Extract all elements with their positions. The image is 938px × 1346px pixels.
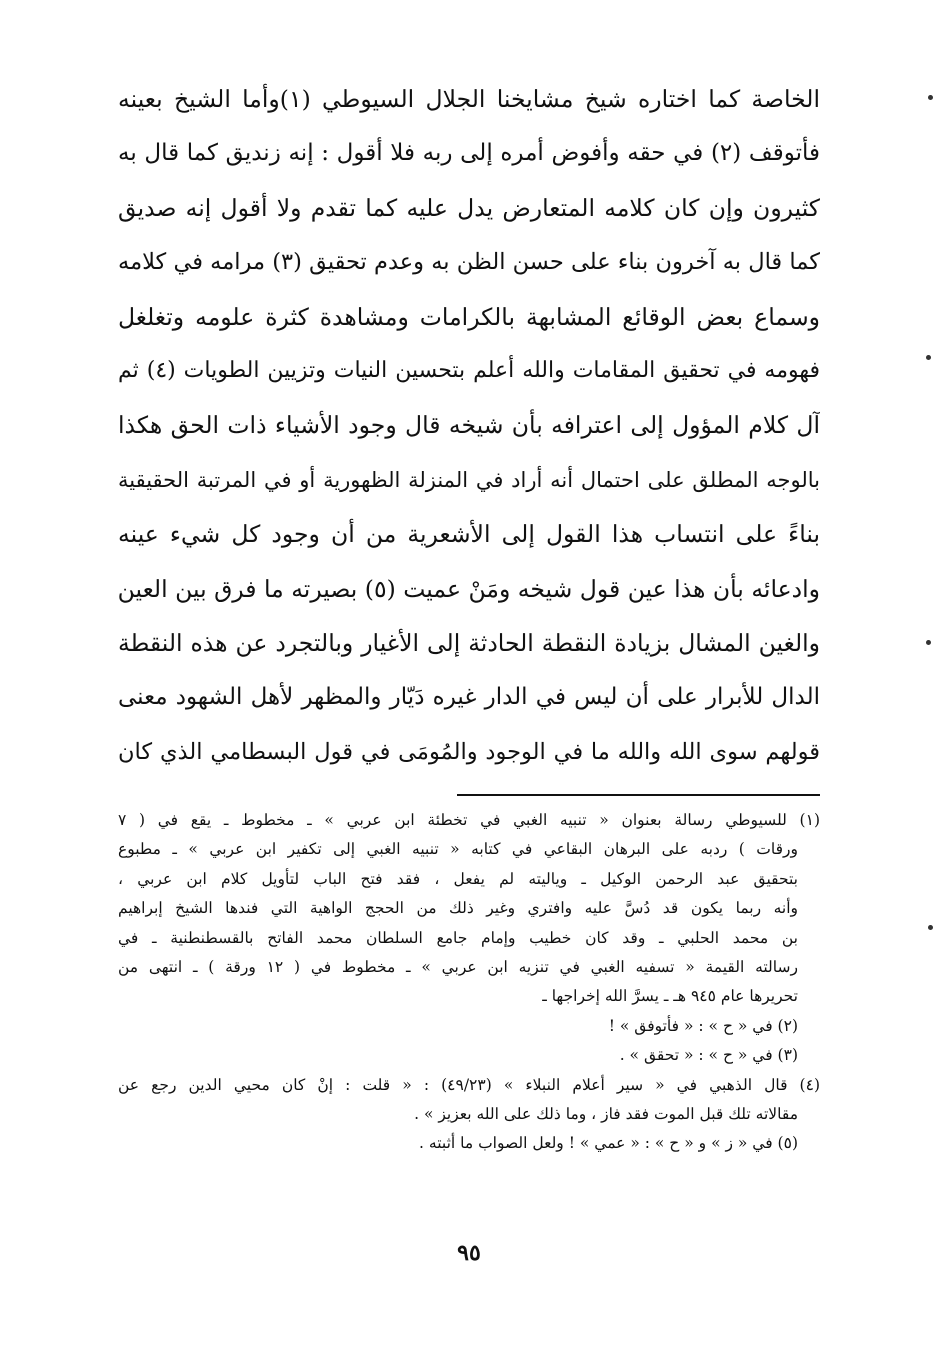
text-line: الخاصة كما اختاره شيخ مشايخنا الجلال السيوطي (١)وأما الشيخ بعينه xyxy=(118,85,820,113)
margin-mark xyxy=(926,640,931,645)
footnote-line: تحريرها عام ٩٤٥ هـ ـ يسرَّ الله إخراجها ـ xyxy=(542,987,798,1006)
text-line: آل كلام المؤول إلى اعترافه بأن شيخه قال وجود الأشياء ذات الحق هكذا xyxy=(118,411,820,440)
footnote-line: مقالاته تلك قبل الموت فقد فاز ، وما ذلك على الله بعزيز » . xyxy=(414,1104,798,1123)
text-line: قولهم سوى الله والله ما في الوجود والمُومَى في قول البسطامي الذي كان xyxy=(118,738,820,765)
footnote-line: وأنه ربما يكون قد دُسَّ عليه وافتري وغير ذلك من الحجج الواهية التي فندها الشيخ إبراهيم xyxy=(118,899,798,918)
text-line: وادعائه بأن هذا عين قول شيخه ومَنْ عميت (٥) بصيرته ما فرق بين العين xyxy=(118,574,820,603)
text-line: والغين المشال بزيادة النقطة الحادثة إلى الأغيار وبالتجرد عن هذه النقطة xyxy=(118,628,820,657)
text-line: فهومه في تحقيق المقامات والله أعلم بتحسين النيات وتزيين الطويات (٤) ثم xyxy=(118,357,820,383)
footnotes-block xyxy=(118,806,820,1159)
text-line: وسماع بعض الوقائع المشابهة بالكرامات ومشاهدة كثرة علومه وتغلغل xyxy=(118,302,820,331)
text-line: الدال للأبرار على أن ليس في الدار غيره دَيّار والمظهر لأهل الشهود معنى xyxy=(118,684,820,711)
footnote-separator xyxy=(457,794,820,796)
margin-mark xyxy=(926,355,931,360)
footnote-line: (٥) في « ز » و « ح » : « عمي » ! ولعل الصواب ما أثبته . xyxy=(419,1134,798,1153)
footnote-line: ورقات ) ردبه على البرهان البقاعي في كتابه « تنبيه الغبي إلى تكفير ابن عربي » ـ مطبوع xyxy=(118,840,798,859)
footnote-line: (٤) قال الذهبي في « سير أعلام النبلاء » (٤٩/٢٣) : « قلت : إنْ كان محيي الدين رجع عن xyxy=(118,1075,820,1094)
footnote-line: بتحقيق عبد الرحمن الوكيل ـ وياليته لم يفعل ، فقد فتح الباب لتأويل كلام ابن عربي ، xyxy=(118,869,798,888)
margin-mark xyxy=(928,925,933,930)
text-line: بناءً على انتساب هذا القول إلى الأشعرية من أن وجود كل شيء عينه xyxy=(118,520,820,549)
main-text-block xyxy=(118,72,820,779)
footnote-line: رسالته القيمة « تسفيه الغبي في تنزيه ابن عربي » ـ مخطوط في ( ١٢ ورقة ) ـ انتهى من xyxy=(118,957,798,976)
text-line: كما قال به آخرون بناء على حسن الظن به وعدم تحقيق (٣) مرامه في كلامه xyxy=(118,249,820,276)
footnote-line: (٣) في « ح » : « تحقق » . xyxy=(619,1046,798,1065)
page-number: ٩٥ xyxy=(457,1240,481,1266)
margin-mark xyxy=(928,95,933,100)
footnote-line: (٢) في « ح » : « فأتوفق » ! xyxy=(608,1016,798,1035)
text-line: فأتوقف (٢) في حقه وأفوض أمره إلى ربه فلا أقول : إنه زنديق كما قال به xyxy=(118,140,820,167)
text-line: كثيرون وإن كان كلامه المتعارض يدل عليه كما تقدم ولا أقول إنه صديق xyxy=(118,193,820,222)
footnote-line: (١) للسيوطي رسالة بعنوان « تنبيه الغبي في تخطئة ابن عربي » ـ مخطوط ـ يقع في ( ٧ xyxy=(118,811,820,829)
footnote-line: بن محمد الحلبي ـ وقد كان خطيب وإمام جامع السلطان محمد الفاتح بالقسطنطنية ـ في xyxy=(118,928,798,947)
text-line: بالوجه المطلق على احتمال أنه أراد في المنزلة الظهورية أو في المرتبة الحقيقية xyxy=(118,467,820,492)
